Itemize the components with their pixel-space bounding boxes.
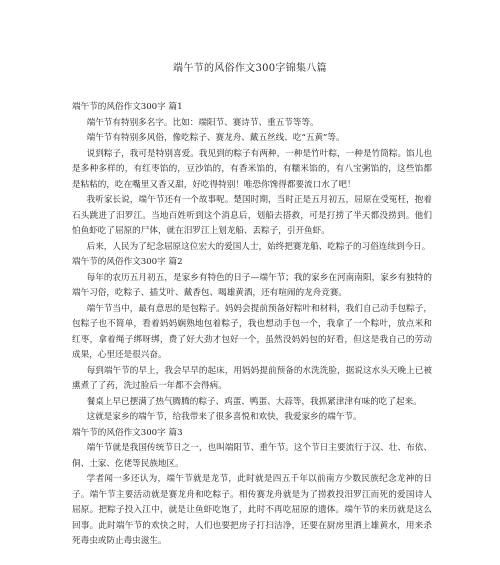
paragraph: 学者闻一多还认为，端午节就是龙节，此时就是四五千年以前南方少数民族纪念龙神的日子。端午节主要活动就是赛龙舟和吃粽子。相传赛龙舟就是为了捞救投汨罗江而死的爱国诗人屈原。把粽子投入江中，就是让鱼虾吃饱了，此时不再吃屈原的遗体。端午节的来历就是这么回事。此时端午节的欢快之时，人们也要把房子打扫洁净，还要在厨房里洒上雄黄水，用来杀死毒虫或防止毒虫滋生。 (72, 474, 432, 546)
paragraph: 说到粽子，我可是特别喜爱。我见到的粽子有两种，一种是竹叶粽，一种是竹筒粽。馅儿也是多种多样的，有红枣馅的，豆沙馅的，有香米馅的，有糯米馅的，有八宝粥馅的，这些馅都是粘粘的，吃在嘴里又香又甜，好吃得特别！唯恐你馋得都要流口水了吧！ (72, 148, 432, 190)
document-body (72, 100, 432, 550)
paragraph: 餐桌上早已摆满了热气腾腾的粽子、鸡蛋、鸭蛋、大蒜等，我抓紧津津有味的吃了起来。 (86, 396, 422, 407)
section-3 (72, 426, 432, 550)
paragraph: 我听家长说，端午节还有一个故事呢。楚国时期，当时正是五月初五，屈原在受冤枉，抱着石头跳进了汨罗江。当地百姓听到这个消息后，划船去搭救，可是打捞了半天都没捞到。他们怕鱼虾吃了屈原的尸体，就在汨罗江上划龙船、丢粽子，引开鱼虾。 (72, 195, 432, 236)
section-2 (72, 255, 432, 426)
section-heading: 端午节的风俗作文300字 篇1 (72, 102, 183, 112)
paragraph: 后来，人民为了纪念屈原这位宏大的爱国人士，始终把赛龙船、吃粽子的习俗连续到今日。 (86, 241, 431, 252)
paragraph: 端午节有特别多风俗，像吃粽子、赛龙舟、戴五丝线、吃“五黄”等。 (86, 133, 345, 143)
section-1 (72, 100, 432, 255)
paragraph: 端午节当中，最有意思的是包粽子。妈妈会提前预备好粽叶和材料，我们自己动手包粽子，包粽子也不简单，看着妈妈娴熟地包着粽子，我也想动手包一个，我拿了一个粽叶，放点米和红枣，拿着绳子绑呀绑，费了好大劲才包好一个，虽然没妈妈包的好看，但这是我自己的劳动成果，心里还是很兴奋。 (72, 303, 432, 360)
document-title: 端午节的风俗作文300字锦集八篇 (173, 63, 327, 74)
paragraph: 端午节有特别多名字。比如：端阳节、赛诗节、重五节等等。 (86, 117, 319, 128)
paragraph: 每到端午节的早上，我会早早的起床，用妈妈提前预备的水洗洗脸，据说这水头天晚上已被熏煮了了药，洗过脸后一年都不会得病。 (72, 365, 432, 391)
section-heading: 端午节的风俗作文300字 篇3 (72, 427, 183, 438)
paragraph: 这就是家乡的端午节，给我带来了很多喜悦和欢快，我爱家乡的端午节。 (86, 412, 362, 422)
section-heading: 端午节的风俗作文300字 篇2 (72, 257, 183, 267)
paragraph: 每年的农历五月初五，是家乡有特色的日子—端午节；我的家乡在河南南阳，家乡有独特的端午习俗，吃粽子、插艾叶、戴香包、喝雄黄酒，还有喧闹的龙舟竞赛。 (72, 272, 432, 298)
paragraph: 端午节就是我国传统节日之一，也叫端阳节、重午节。这个节日主要流行于汉、壮、布依、侗、土家、仡佬等民族地区。 (72, 443, 432, 469)
